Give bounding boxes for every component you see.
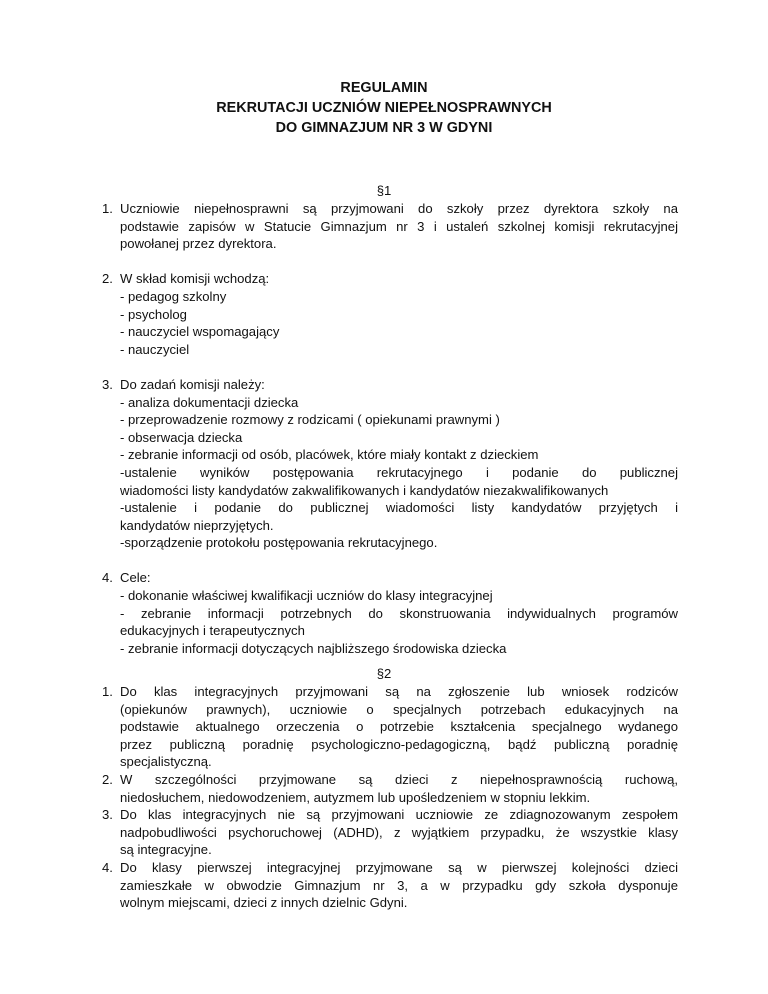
item-number: 3. [102,807,113,823]
item-line: podstawie aktualnego orzeczenia o potrzebie kształcenia specjalnego wydanego [120,719,678,735]
item-line: -sporządzenie protokołu postępowania rekrutacyjnego. [120,535,438,551]
section-1-item-1 [102,200,678,253]
document-title [0,78,768,138]
item-line: wolnym miejscami, dzieci z innych dzielnic Gdyni. [120,895,408,911]
item-line: Do zadań komisji należy: [120,376,265,392]
section-2-item-2 [102,771,678,806]
item-line: Uczniowie niepełnosprawni są przyjmowani do szkoły przez dyrektora szkoły na [120,201,678,216]
item-line: - zebranie informacji dotyczących najbliższego środowiska dziecka [120,640,507,656]
section-2-item-3 [102,806,678,859]
item-line: przez publiczną poradnię psychologiczno-pedagogiczną, bądź publiczną poradnię [120,736,678,752]
item-line: W szczególności przyjmowane są dzieci z niepełnosprawnością ruchową, [120,771,678,787]
item-line: (opiekunów prawnych), uczniowie o specjalnych potrzebach edukacyjnych na [120,701,678,717]
section-1-heading: §1 [376,183,392,198]
item-number: 2. [102,271,113,287]
item-number: 1. [102,684,113,699]
section-2-heading: §2 [376,666,392,681]
section-1 [102,200,678,657]
item-number: 3. [102,376,113,392]
item-line: Cele: [120,570,151,586]
item-line: - zebranie informacji potrzebnych do skonstruowania indywidualnych programów [120,605,678,621]
section-1-item-2 [102,270,678,358]
item-line: nadpobudliwości psychoruchowej (ADHD), z wyjątkiem przypadku, że wszystkie klasy [120,824,678,840]
title-line-1: REGULAMIN [340,80,428,96]
item-line: Do klas integracyjnych przyjmowani są na zgłoszenie lub wniosek rodziców [120,684,678,699]
item-line: - nauczyciel wspomagający [120,324,280,340]
item-line: - nauczyciel [120,341,190,357]
item-line: - przeprowadzenie rozmowy z rodzicami ( opiekunami prawnymi ) [120,412,500,428]
title-line-3: DO GIMNAZJUM NR 3 W GDYNI [275,120,493,136]
item-line: - zebranie informacji od osób, placówek, które miały kontakt z dzieckiem [120,447,539,463]
item-line: wiadomości listy kandydatów zakwalifikowanych i kandydatów niezakwalifikowanych [120,482,609,498]
item-line: -ustalenie wyników postępowania rekrutacyjnego i podanie do publicznej [120,464,678,480]
item-line: są integracyjne. [120,842,212,858]
section-2-item-4 [102,859,678,912]
item-line: specjalistyczną. [120,754,212,770]
item-line: zamieszkałe w obwodzie Gimnazjum nr 3, a w przypadku gdy szkoła dysponuje [120,877,678,893]
item-line: - dokonanie właściwej kwalifikacji uczniów do klasy integracyjnej [120,588,493,604]
item-line: - obserwacja dziecka [120,429,243,445]
section-1-item-3 [102,376,678,552]
item-line: Do klas integracyjnych nie są przyjmowani uczniowie ze zdiagnozowanym zespołem [120,807,678,823]
item-line: edukacyjnych i terapeutycznych [120,623,305,639]
section-1-item-4 [102,569,678,657]
item-number: 4. [102,859,113,875]
item-number: 2. [102,771,113,787]
item-line: -ustalenie i podanie do publicznej wiadomości listy kandydatów przyjętych i [120,500,678,516]
item-line: podstawie zapisów w Statucie Gimnazjum nr 3 i ustaleń szkolnej komisji rekrutacyjnej [120,218,678,234]
item-line: - pedagog szkolny [120,288,227,304]
title-line-2: REKRUTACJI UCZNIÓW NIEPEŁNOSPRAWNYCH [216,100,552,116]
item-line: Do klasy pierwszej integracyjnej przyjmowane są w pierwszej kolejności dzieci [120,859,678,875]
item-line: powołanej przez dyrektora. [120,236,277,252]
item-line: - analiza dokumentacji dziecka [120,394,299,410]
item-line: kandydatów nieprzyjętych. [120,517,274,533]
section-2 [102,683,678,912]
section-2-item-1 [102,683,678,771]
item-line: - psycholog [120,306,187,322]
item-number: 1. [102,201,113,216]
item-number: 4. [102,570,113,586]
item-line: niedosłuchem, niedowodzeniem, autyzmem lub upośledzeniem w stopniu lekkim. [120,789,591,805]
item-line: W skład komisji wchodzą: [120,271,270,287]
